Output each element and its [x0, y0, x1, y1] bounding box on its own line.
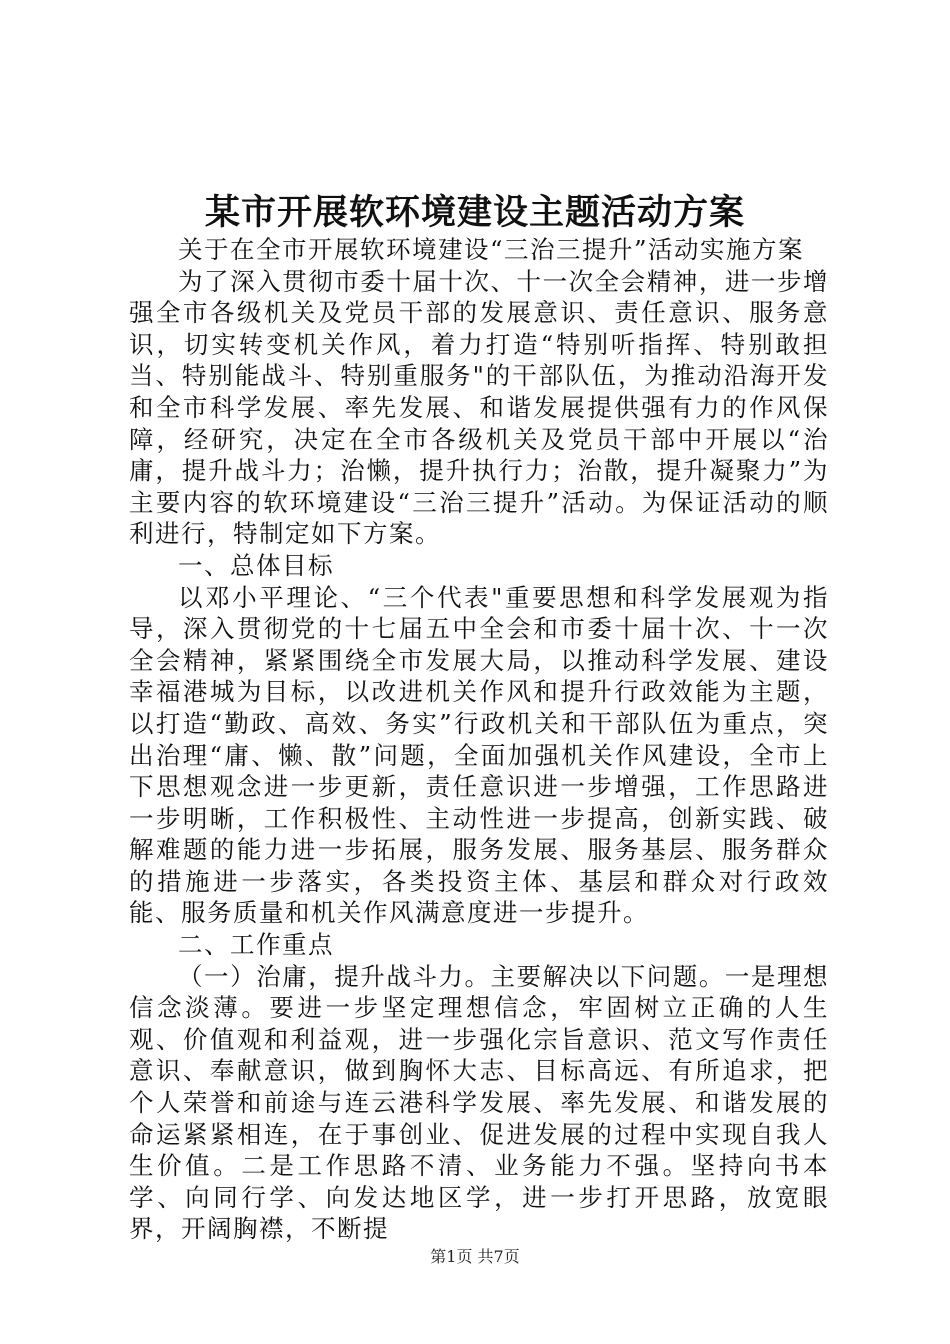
intro-paragraph: 为了深入贯彻市委十届十次、十一次全会精神，进一步增强全市各级机关及党员干部的发展意识、责任意识、服务意识，切实转变机关作风，着力打造“特别听指挥、特别敢担当、特别能战斗、特别重服务"的干部队伍，为推动沿海开发和全市科学发展、率先发展、和谐发展提供强有力的作风保障，经研究，决定在全市各级机关及党员干部中开展以“治庸，提升战斗力；治懒，提升执行力；治散，提升凝聚力”为主要内容的软环境建设“三治三提升”活动。为保证活动的顺利进行，特制定如下方案。 — [129, 266, 829, 549]
section-heading-overall-goal: 一、总体目标 — [178, 550, 334, 580]
subtitle-paragraph: 关于在全市开展软环境建设“三治三提升”活动实施方案 — [178, 235, 805, 264]
page-number: 第1页 共7页 — [430, 1247, 520, 1266]
overall-goal-paragraph: 以邓小平理论、“三个代表"重要思想和科学发展观为指导，深入贯彻党的十七届五中全会和市委十届十次、十一次全会精神，紧紧围绕全市发展大局，以推动科学发展、建设幸福港城为目标，以改进机关作风和提升行政效能为主题，以打造“勤政、高效、务实”行政机关和干部队伍为重点，突出治理“庸、懒、散”问题，全面加强机关作风建设，全市上下思想观念进一步更新，责任意识进一步增强，工作思路进一步明晰，工作积极性、主动性进一步提高，创新实践、破解难题的能力进一步拓展，服务发展、服务基层、服务群众的措施进一步落实，各类投资主体、基层和群众对行政效能、服务质量和机关作风满意度进一步提升。 — [129, 582, 829, 928]
document-title: 某市开展软环境建设主题活动方案 — [204, 192, 745, 233]
document-body — [129, 234, 829, 1245]
section-heading-work-focus: 二、工作重点 — [178, 930, 334, 960]
work-focus-paragraph: （一）治庸，提升战斗力。主要解决以下问题。一是理想信念淡薄。要进一步坚定理想信念，牢固树立正确的人生观、价值观和利益观，进一步强化宗旨意识、范文写作责任意识、奉献意识，做到胸怀大志、目标高远、有所追求，把个人荣誉和前途与连云港科学发展、率先发展、和谐发展的命运紧紧相连，在于事创业、促进发展的过程中实现自我人生价值。二是工作思路不清、业务能力不强。坚持向书本学、向同行学、向发达地区学，进一步打开思路，放宽眼界，开阔胸襟，不断提 — [129, 961, 829, 1244]
